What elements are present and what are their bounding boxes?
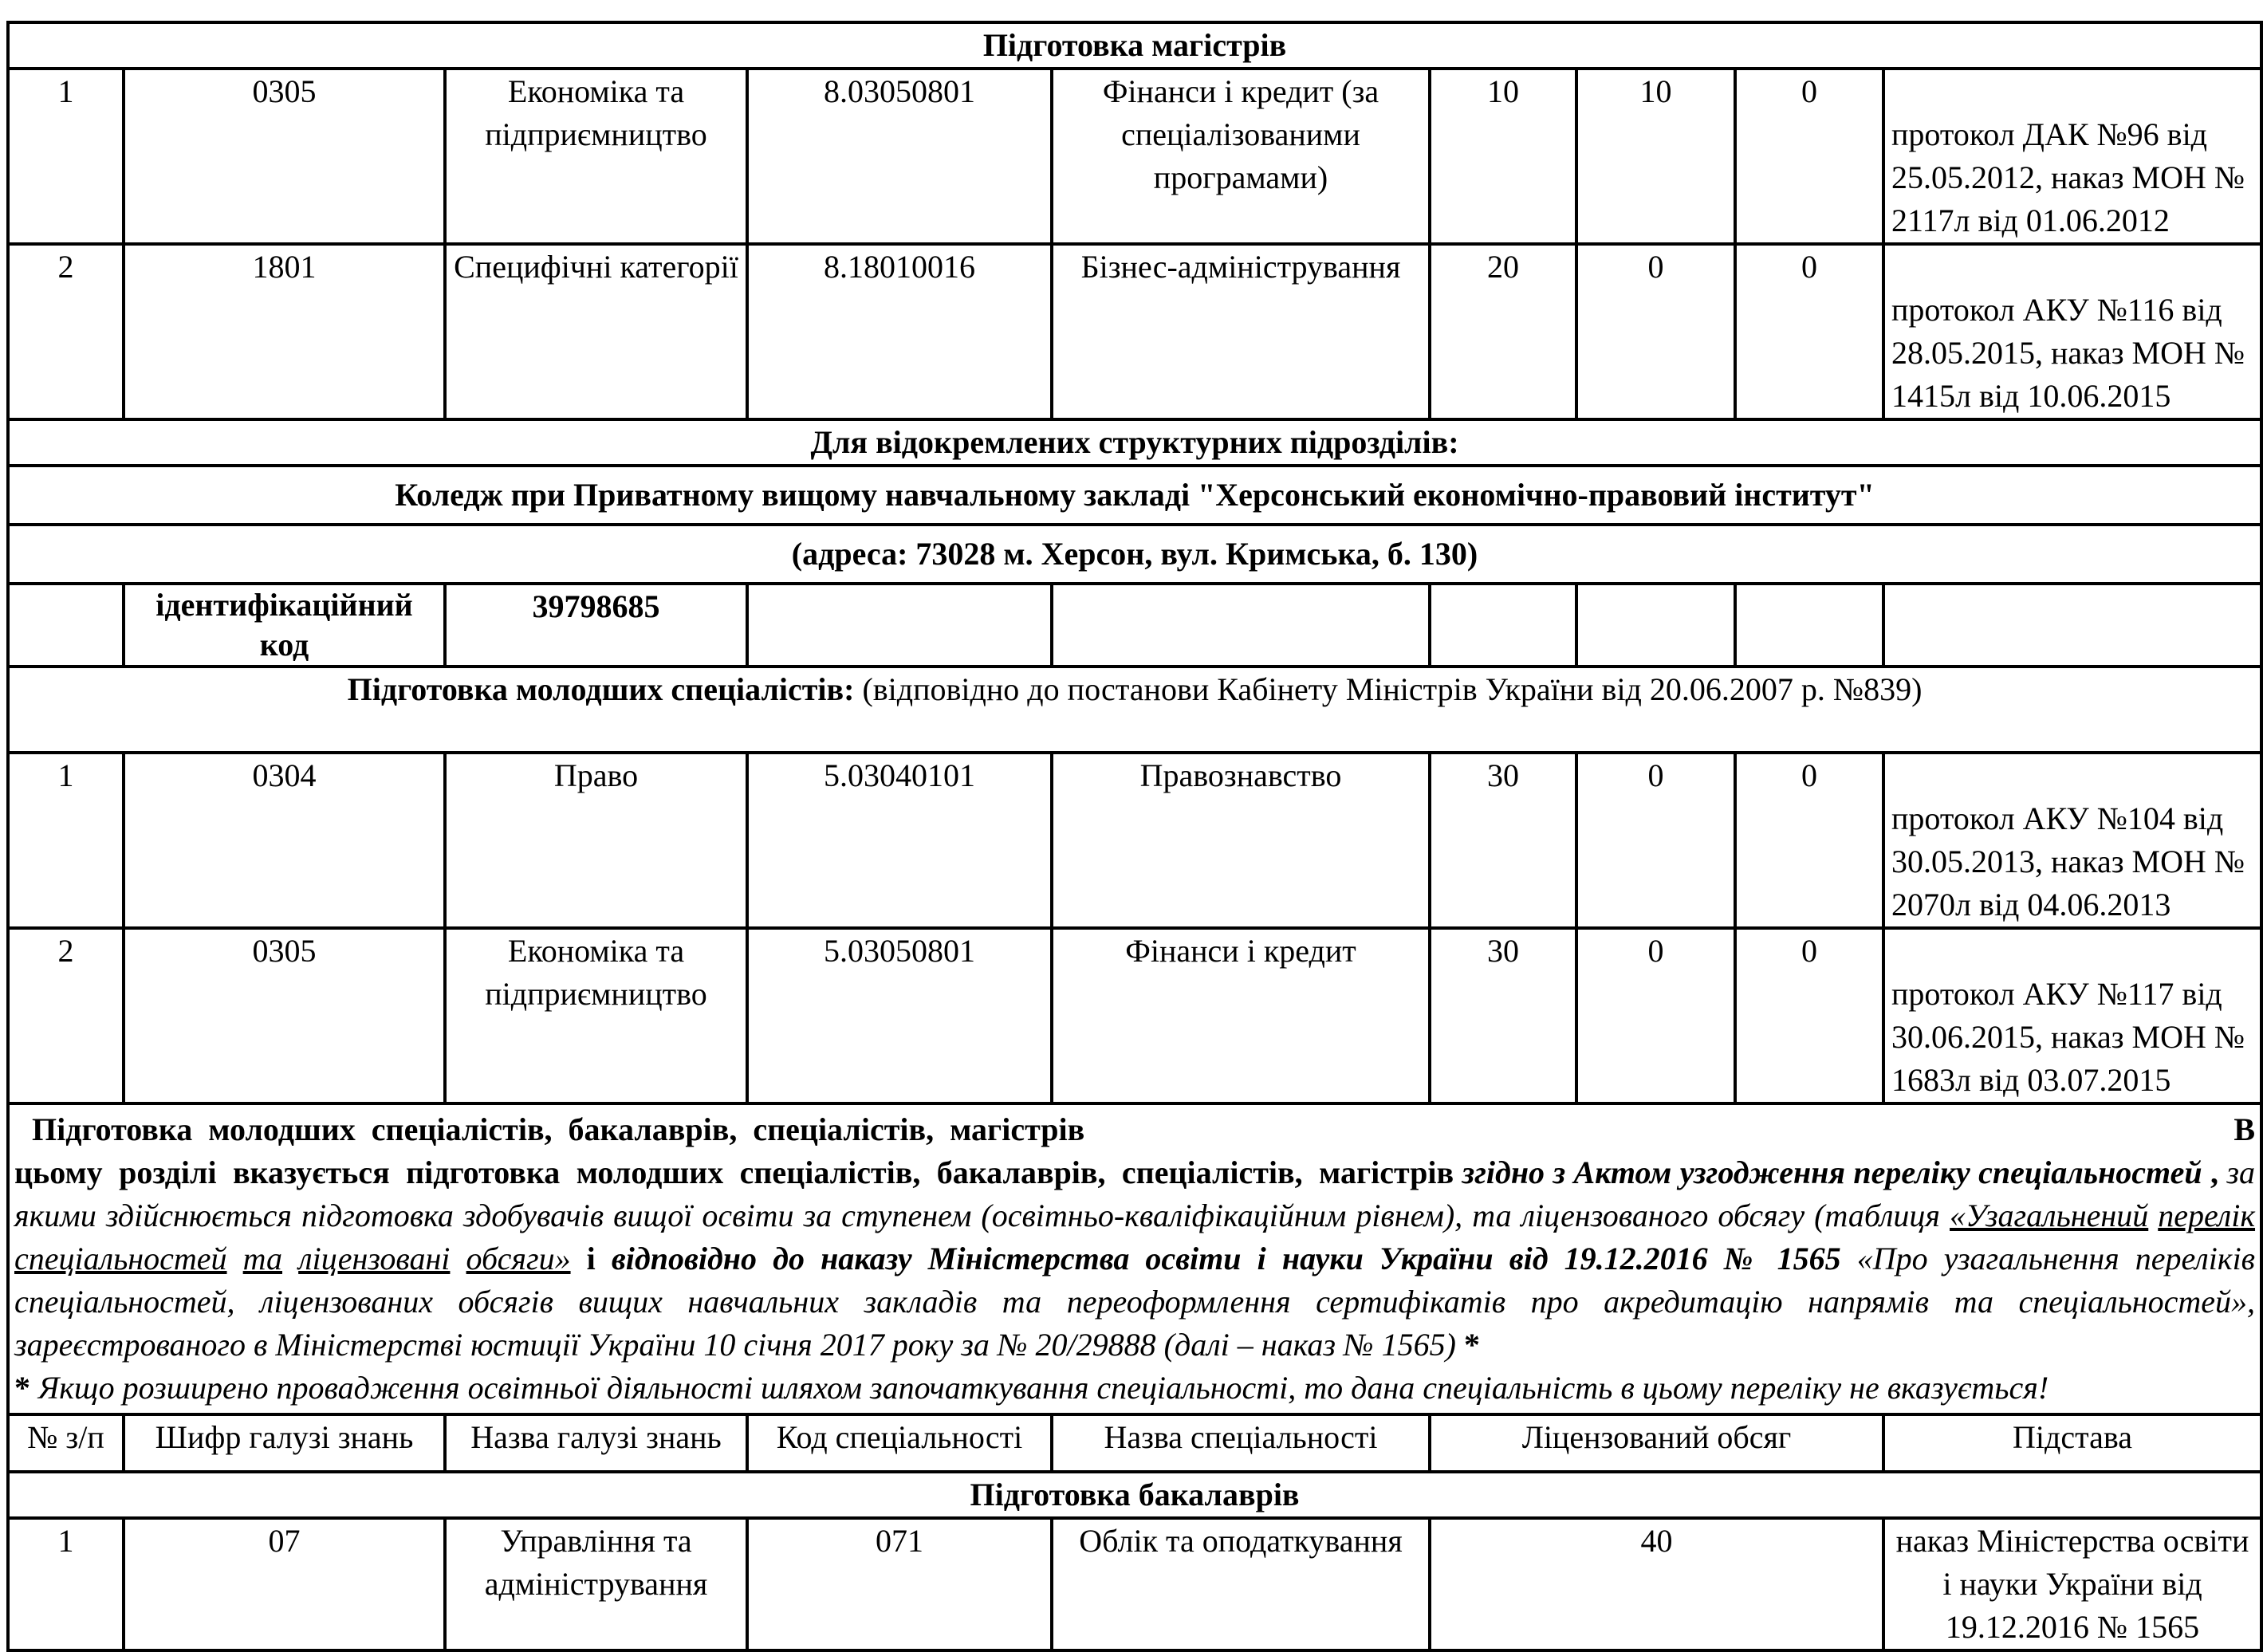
specialty-name: Бізнес-адміністрування bbox=[1052, 244, 1430, 419]
basis: протокол АКУ №116 від 28.05.2015, наказ МОН № 1415л від 10.06.2015 bbox=[1883, 244, 2261, 419]
field-name: Управління та адміністрування bbox=[445, 1518, 747, 1650]
licensing-table bbox=[6, 21, 2263, 1652]
field-code: 0304 bbox=[124, 753, 445, 928]
header-volume: Ліцензований обсяг bbox=[1430, 1414, 1883, 1472]
college-name: Коледж при Приватному вищому навчальному закладі "Херсонський економічно-правовий інститут" bbox=[8, 466, 2261, 525]
volume-2: 0 bbox=[1576, 753, 1735, 928]
section-title-bachelors: Підготовка бакалаврів bbox=[8, 1472, 2261, 1518]
table-row bbox=[8, 928, 2261, 1103]
row-number: 1 bbox=[8, 753, 124, 928]
field-name: Право bbox=[445, 753, 747, 928]
note-body: цьому розділі вказується підготовка молодших спеціалістів, бакалаврів, спеціалістів, магістрів згідно з Актом узгодження переліку спеціальностей , за якими здійснюється підготовка здобувачів вищої освіти за ступенем (освітньо-кваліфікаційним рівнем), та ліцензованого обсягу (таблиця «Узагальнений перелік спеціальностей та ліцензовані обсяги» і відповідно до наказу Міністерства освіти і науки України від 19.12.2016 № 1565 «Про узагальнення переліків спеціальностей, ліцензованих обсягів вищих навчальних закладів та переоформлення сертифікатів про акредитацію напрямів та спеціальностей», зареєстрованого в Міністерстві юстиції України 10 січня 2017 року за № 20/29888 (далі – наказ № 1565) * bbox=[14, 1154, 2256, 1363]
field-code: 07 bbox=[124, 1518, 445, 1650]
table-row bbox=[8, 1518, 2261, 1650]
id-code-label: ідентифікаційний код bbox=[124, 584, 445, 667]
college-address: (адреса: 73028 м. Херсон, вул. Кримська, б. 130) bbox=[8, 525, 2261, 584]
volume-2: 0 bbox=[1576, 928, 1735, 1103]
section-title-juniors: Підготовка молодших спеціалістів: (відповідно до постанови Кабінету Міністрів України від 20.06.2007 р. №839) bbox=[8, 667, 2261, 753]
row-number: 2 bbox=[8, 244, 124, 419]
field-name: Економіка та підприємництво bbox=[445, 69, 747, 244]
volume-1: 30 bbox=[1430, 753, 1576, 928]
explanatory-note bbox=[8, 1103, 2261, 1414]
volume-3: 0 bbox=[1735, 69, 1883, 244]
basis: наказ Міністерства освіти і науки України від 19.12.2016 № 1565 bbox=[1883, 1518, 2261, 1650]
specialty-code: 8.03050801 bbox=[747, 69, 1052, 244]
volume-2: 0 bbox=[1576, 244, 1735, 419]
header-number: № з/п bbox=[8, 1414, 124, 1472]
header-field-code: Шифр галузі знань bbox=[124, 1414, 445, 1472]
id-code-value: 39798685 bbox=[445, 584, 747, 667]
field-name: Специфічні категорії bbox=[445, 244, 747, 419]
row-number: 1 bbox=[8, 69, 124, 244]
specialty-name: Правознавство bbox=[1052, 753, 1430, 928]
specialty-name: Облік та оподаткування bbox=[1052, 1518, 1430, 1650]
row-number: 1 bbox=[8, 1518, 124, 1650]
section-title-masters: Підготовка магістрів bbox=[8, 22, 2261, 69]
field-name: Економіка та підприємництво bbox=[445, 928, 747, 1103]
note-heading: Підготовка молодших спеціалістів, бакалаврів, спеціалістів, магістрів В bbox=[32, 1111, 2256, 1147]
row-number: 2 bbox=[8, 928, 124, 1103]
basis: протокол ДАК №96 від 25.05.2012, наказ МОН № 2117л від 01.06.2012 bbox=[1883, 69, 2261, 244]
specialty-code: 5.03040101 bbox=[747, 753, 1052, 928]
volume-1: 20 bbox=[1430, 244, 1576, 419]
specialty-code: 5.03050801 bbox=[747, 928, 1052, 1103]
field-code: 0305 bbox=[124, 69, 445, 244]
volume-3: 0 bbox=[1735, 244, 1883, 419]
table-row bbox=[8, 244, 2261, 419]
basis: протокол АКУ №117 від 30.06.2015, наказ МОН № 1683л від 03.07.2015 bbox=[1883, 928, 2261, 1103]
field-code: 0305 bbox=[124, 928, 445, 1103]
basis: протокол АКУ №104 від 30.05.2013, наказ МОН № 2070л від 04.06.2013 bbox=[1883, 753, 2261, 928]
table-row bbox=[8, 69, 2261, 244]
volume-3: 0 bbox=[1735, 928, 1883, 1103]
specialty-code: 071 bbox=[747, 1518, 1052, 1650]
specialty-name: Фінанси і кредит bbox=[1052, 928, 1430, 1103]
specialty-code: 8.18010016 bbox=[747, 244, 1052, 419]
volume-1: 10 bbox=[1430, 69, 1576, 244]
document-page bbox=[6, 21, 2260, 1652]
header-specialty-code: Код спеціальності bbox=[747, 1414, 1052, 1472]
volume-3: 0 bbox=[1735, 753, 1883, 928]
table-row bbox=[8, 753, 2261, 928]
volume-1: 30 bbox=[1430, 928, 1576, 1103]
specialty-name: Фінанси і кредит (за спеціалізованими програмами) bbox=[1052, 69, 1430, 244]
header-field-name: Назва галузі знань bbox=[445, 1414, 747, 1472]
volume-2: 10 bbox=[1576, 69, 1735, 244]
licensed-volume: 40 bbox=[1430, 1518, 1883, 1650]
header-specialty-name: Назва спеціальності bbox=[1052, 1414, 1430, 1472]
header-row bbox=[8, 1414, 2261, 1472]
header-basis: Підстава bbox=[1883, 1414, 2261, 1472]
note-footnote: * Якщо розширено провадження освітньої діяльності шляхом започаткування спеціальності, то дана спеціальність в цьому переліку не вказується! bbox=[14, 1370, 2049, 1406]
separate-units-title: Для відокремлених структурних підрозділів: bbox=[8, 419, 2261, 466]
field-code: 1801 bbox=[124, 244, 445, 419]
